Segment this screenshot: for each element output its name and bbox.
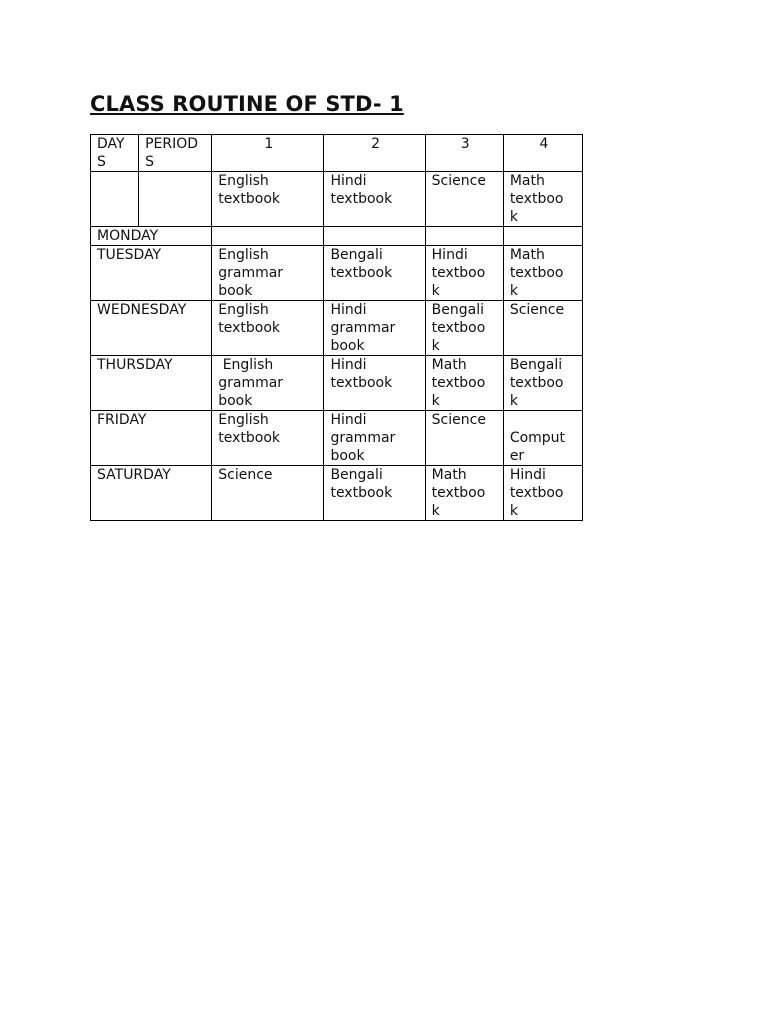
subject-cell: Bengali textbook (324, 246, 425, 301)
subject-cell: Science (503, 301, 582, 356)
subject-cell (324, 227, 425, 246)
table-row-monday (91, 227, 583, 246)
subject-cell: Comput er (503, 411, 582, 466)
subject-cell: Math textboo k (425, 356, 503, 411)
subject-cell: Math textboo k (503, 172, 582, 227)
subject-cell: English textbook (212, 411, 324, 466)
day-cell: THURSDAY (91, 356, 212, 411)
subject-cell: Hindi textboo k (503, 466, 582, 521)
subject-cell: Hindi grammar book (324, 301, 425, 356)
subject-cell: Hindi textbook (324, 356, 425, 411)
subject-cell: English grammar book (212, 356, 324, 411)
subject-cell: Science (425, 172, 503, 227)
subject-cell: Bengali textboo k (503, 356, 582, 411)
subject-cell: Hindi textbook (324, 172, 425, 227)
subject-cell: English textbook (212, 172, 324, 227)
subject-cell (212, 227, 324, 246)
day-cell: MONDAY (91, 227, 212, 246)
subject-cell: Science (212, 466, 324, 521)
subject-cell: Hindi textboo k (425, 246, 503, 301)
day-cell: TUESDAY (91, 246, 212, 301)
days-header-cell: DAY S (91, 135, 139, 172)
subject-cell: Bengali textboo k (425, 301, 503, 356)
periods-header-cell: PERIOD S (139, 135, 212, 172)
day-cell: WEDNESDAY (91, 301, 212, 356)
table-row (91, 172, 583, 227)
subject-cell (503, 227, 582, 246)
table-row-tuesday (91, 246, 583, 301)
subject-cell (425, 227, 503, 246)
empty-cell (139, 172, 212, 227)
table-header-row (91, 135, 583, 172)
subject-cell: English grammar book (212, 246, 324, 301)
class-routine-table (90, 134, 583, 521)
table-row-friday (91, 411, 583, 466)
page-title: CLASS ROUTINE OF STD- 1 (90, 92, 404, 116)
subject-cell: Bengali textbook (324, 466, 425, 521)
empty-cell (91, 172, 139, 227)
subject-cell: Science (425, 411, 503, 466)
subject-cell: Hindi grammar book (324, 411, 425, 466)
day-cell: FRIDAY (91, 411, 212, 466)
table-row-wednesday (91, 301, 583, 356)
subject-cell: Math textboo k (503, 246, 582, 301)
period-4-header: 4 (503, 135, 582, 172)
table-row-thursday (91, 356, 583, 411)
table-row-saturday (91, 466, 583, 521)
period-2-header: 2 (324, 135, 425, 172)
period-3-header: 3 (425, 135, 503, 172)
subject-cell: Math textboo k (425, 466, 503, 521)
subject-cell: English textbook (212, 301, 324, 356)
period-1-header: 1 (212, 135, 324, 172)
day-cell: SATURDAY (91, 466, 212, 521)
